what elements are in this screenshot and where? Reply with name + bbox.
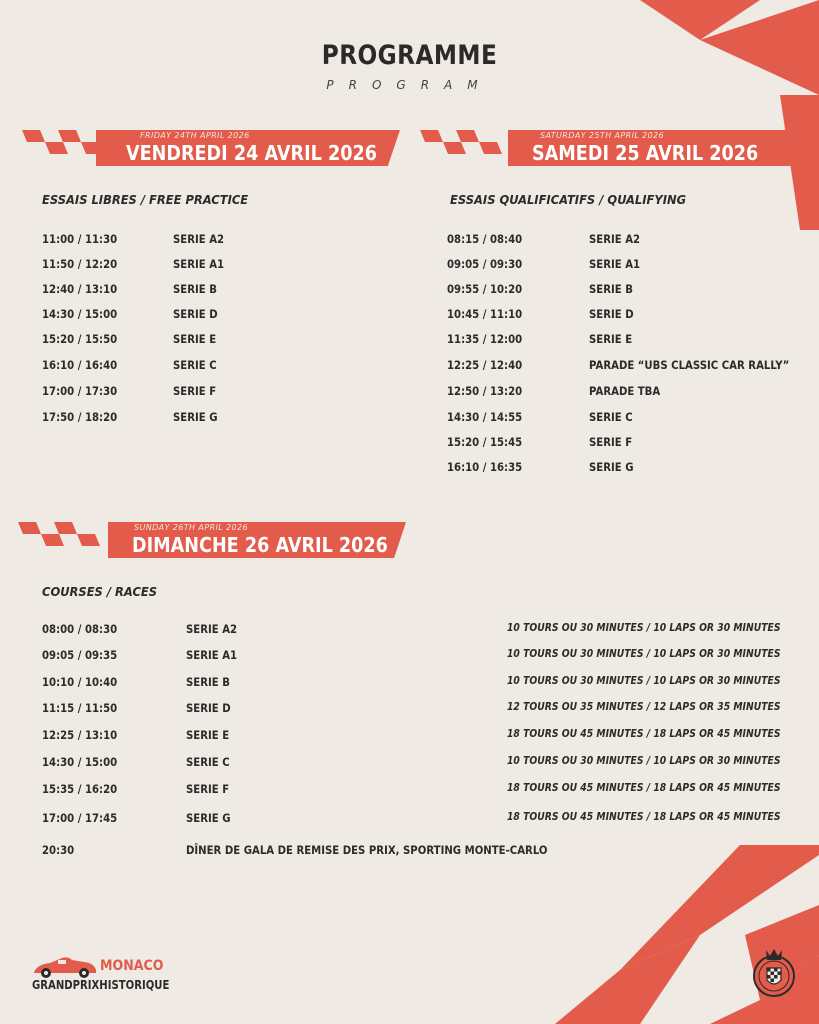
row-series: SERIE C (186, 755, 230, 769)
gala-time: 20:30 (42, 843, 75, 857)
row-time: 16:10 / 16:35 (447, 460, 523, 474)
row-time: 08:15 / 08:40 (447, 232, 523, 246)
race-car-icon (32, 952, 98, 980)
row-series: SERIE A2 (186, 622, 238, 636)
row-time: 09:05 / 09:30 (447, 257, 523, 271)
row-time: 14:30 / 15:00 (42, 307, 118, 321)
logo-monaco: MONACO (100, 958, 164, 974)
row-series: SERIE D (589, 307, 634, 321)
row-series: SERIE C (173, 358, 217, 372)
sunday-section-title: COURSES / RACES (42, 584, 158, 599)
friday-subtitle: FRIDAY 24TH APRIL 2026 (140, 131, 250, 140)
monaco-crest-icon (752, 946, 796, 1000)
row-time: 15:20 / 15:45 (447, 435, 523, 449)
saturday-title: SAMEDI 25 AVRIL 2026 (532, 141, 759, 165)
row-time: 12:40 / 13:10 (42, 282, 118, 296)
row-series: SERIE D (173, 307, 218, 321)
row-series: SERIE B (589, 282, 633, 296)
row-time: 08:00 / 08:30 (42, 622, 118, 636)
page-subtitle: PROGRAM (326, 78, 493, 92)
row-series: SERIE F (589, 435, 633, 449)
row-time: 12:25 / 13:10 (42, 728, 118, 742)
row-time: 14:30 / 15:00 (42, 755, 118, 769)
row-series: SERIE A2 (589, 232, 641, 246)
saturday-section-title: ESSAIS QUALIFICATIFS / QUALIFYING (450, 192, 687, 207)
row-time: 11:15 / 11:50 (42, 701, 118, 715)
row-duration: 12 TOURS OU 35 MINUTES / 12 LAPS OR 35 MINUTES (507, 701, 781, 713)
row-time: 11:50 / 12:20 (42, 257, 118, 271)
row-series: SERIE G (173, 410, 218, 424)
row-series: SERIE A1 (173, 257, 225, 271)
gala-text: DÎNER DE GALA DE REMISE DES PRIX, SPORTING MONTE-CARLO (186, 843, 548, 857)
row-series: PARADE TBA (589, 384, 661, 398)
row-series: SERIE D (186, 701, 231, 715)
row-duration: 10 TOURS OU 30 MINUTES / 10 LAPS OR 30 MINUTES (507, 675, 781, 687)
row-time: 17:00 / 17:30 (42, 384, 118, 398)
row-series: SERIE E (173, 332, 217, 346)
logo-grand-prix-historique: GRANDPRIXHISTORIQUE (32, 978, 170, 992)
saturday-banner (420, 128, 819, 168)
row-series: SERIE F (186, 782, 230, 796)
sunday-banner (16, 520, 416, 560)
row-time: 10:45 / 11:10 (447, 307, 523, 321)
row-series: SERIE A1 (589, 257, 641, 271)
row-series: SERIE A1 (186, 648, 238, 662)
row-duration: 10 TOURS OU 30 MINUTES / 10 LAPS OR 30 MINUTES (507, 755, 781, 767)
row-time: 16:10 / 16:40 (42, 358, 118, 372)
row-series: SERIE B (173, 282, 217, 296)
row-time: 12:50 / 13:20 (447, 384, 523, 398)
friday-title: VENDREDI 24 AVRIL 2026 (126, 141, 377, 165)
row-series: SERIE A2 (173, 232, 225, 246)
row-series: SERIE E (186, 728, 230, 742)
row-series: SERIE G (186, 811, 231, 825)
sunday-subtitle: SUNDAY 26TH APRIL 2026 (134, 523, 248, 532)
row-time: 10:10 / 10:40 (42, 675, 118, 689)
monaco-grand-prix-historique-logo (32, 948, 182, 998)
row-series: SERIE C (589, 410, 633, 424)
saturday-subtitle: SATURDAY 25TH APRIL 2026 (540, 131, 665, 140)
row-duration: 18 TOURS OU 45 MINUTES / 18 LAPS OR 45 MINUTES (507, 728, 781, 740)
row-series: SERIE F (173, 384, 217, 398)
page-title: PROGRAMME (321, 40, 498, 71)
row-time: 14:30 / 14:55 (447, 410, 523, 424)
row-time: 17:50 / 18:20 (42, 410, 118, 424)
friday-banner (12, 128, 402, 168)
row-time: 15:20 / 15:50 (42, 332, 118, 346)
row-duration: 10 TOURS OU 30 MINUTES / 10 LAPS OR 30 MINUTES (507, 648, 781, 660)
row-duration: 10 TOURS OU 30 MINUTES / 10 LAPS OR 30 MINUTES (507, 622, 781, 634)
row-series: SERIE B (186, 675, 230, 689)
row-time: 11:00 / 11:30 (42, 232, 118, 246)
row-time: 09:05 / 09:35 (42, 648, 118, 662)
row-time: 15:35 / 16:20 (42, 782, 118, 796)
row-series: SERIE G (589, 460, 634, 474)
row-series: SERIE E (589, 332, 633, 346)
row-time: 12:25 / 12:40 (447, 358, 523, 372)
sunday-title: DIMANCHE 26 AVRIL 2026 (132, 533, 388, 557)
row-time: 09:55 / 10:20 (447, 282, 523, 296)
row-duration: 18 TOURS OU 45 MINUTES / 18 LAPS OR 45 MINUTES (507, 782, 781, 794)
row-series: PARADE “UBS CLASSIC CAR RALLY” (589, 358, 790, 372)
friday-section-title: ESSAIS LIBRES / FREE PRACTICE (42, 192, 249, 207)
row-time: 17:00 / 17:45 (42, 811, 118, 825)
row-time: 11:35 / 12:00 (447, 332, 523, 346)
row-duration: 18 TOURS OU 45 MINUTES / 18 LAPS OR 45 MINUTES (507, 811, 781, 823)
